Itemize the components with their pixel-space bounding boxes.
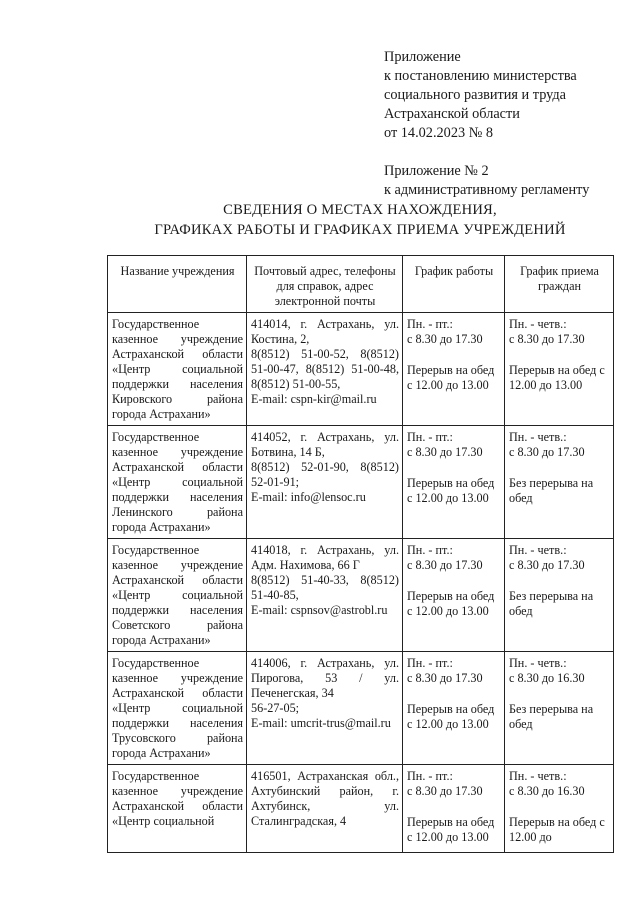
reception-schedule (505, 765, 614, 853)
phone-numbers: 8(8512) 51-00-52, 8(8512) 51-00-47, 8(8512) 51-00-48, 8(8512) 51-00-55, (251, 347, 399, 391)
reception-hours: с 8.30 до 17.30 (509, 332, 585, 346)
reception-schedule (505, 313, 614, 426)
work-break: Перерыв на обед с 12.00 до 13.00 (407, 363, 495, 392)
appendix-2-label: Приложение № 2 (384, 163, 489, 179)
table-row (108, 426, 614, 539)
work-days: Пн. - пт.: (407, 656, 453, 670)
table-row (108, 539, 614, 652)
work-days: Пн. - пт.: (407, 543, 453, 557)
work-break: Перерыв на обед с 12.00 до 13.00 (407, 702, 495, 731)
table-row (108, 313, 614, 426)
institution-contacts (247, 765, 403, 853)
postal-address: 414052, г. Астрахань, ул. Ботвина, 14 Б, (251, 430, 399, 459)
reception-schedule (505, 539, 614, 652)
reception-break: Перерыв на обед с 12.00 до 13.00 (509, 363, 605, 392)
reception-break: Перерыв на обед с 12.00 до (509, 815, 605, 844)
email-address: E-mail: cspnsov@astrobl.ru (251, 603, 388, 617)
institutions-table (107, 255, 614, 853)
postal-address: 416501, Астраханская обл., Ахтубинский район, г. Ахтубинск, ул. Сталинградская, 4 (251, 769, 399, 828)
work-break: Перерыв на обед с 12.00 до 13.00 (407, 589, 495, 618)
document-title (0, 200, 640, 240)
reception-days: Пн. - четв.: (509, 430, 567, 444)
header-reception-schedule: График приема граждан (505, 256, 614, 313)
work-schedule (403, 652, 505, 765)
phone-numbers: 8(8512) 52-01-90, 8(8512) 52-01-91; (251, 460, 399, 489)
reception-hours: с 8.30 до 16.30 (509, 784, 585, 798)
reception-break: Без перерыва на обед (509, 589, 594, 618)
reception-schedule (505, 426, 614, 539)
title-line-1: СВЕДЕНИЯ О МЕСТАХ НАХОЖДЕНИЯ, (223, 202, 497, 218)
header-name: Название учреждения (108, 256, 247, 313)
work-hours: с 8.30 до 17.30 (407, 558, 483, 572)
postal-address: 414006, г. Астрахань, ул. Пирогова, 53 / ул. Печенегская, 34 (251, 656, 399, 700)
work-schedule (403, 313, 505, 426)
appendix-ministry: социального развития и труда (384, 87, 567, 103)
appendix-date-number: от 14.02.2023 № 8 (384, 125, 494, 141)
work-schedule (403, 765, 505, 853)
work-days: Пн. - пт.: (407, 769, 453, 783)
reception-days: Пн. - четв.: (509, 769, 567, 783)
appendix-reference: к постановлению министерства (384, 68, 577, 84)
reception-days: Пн. - четв.: (509, 656, 567, 670)
table-row (108, 765, 614, 853)
work-break: Перерыв на обед с 12.00 до 13.00 (407, 476, 495, 505)
institution-name: Государственное казенное учреждение Астраханской области «Центр социальной поддержки населения Трусовского района города Астрахани» (108, 652, 247, 765)
email-address: E-mail: info@lensoc.ru (251, 490, 366, 504)
table-header-row (108, 256, 614, 313)
institution-contacts (247, 426, 403, 539)
title-line-2: ГРАФИКАХ РАБОТЫ И ГРАФИКАХ ПРИЕМА УЧРЕЖДЕНИЙ (154, 222, 566, 238)
institution-name: Государственное казенное учреждение Астраханской области «Центр социальной поддержки населения Кировского района города Астрахани» (108, 313, 247, 426)
institution-name: Государственное казенное учреждение Астраханской области «Центр социальной (108, 765, 247, 853)
institution-name: Государственное казенное учреждение Астраханской области «Центр социальной поддержки населения Советского района города Астрахани» (108, 539, 247, 652)
work-days: Пн. - пт.: (407, 430, 453, 444)
appendix-region: Астраханской области (384, 106, 520, 122)
work-schedule (403, 426, 505, 539)
phone-numbers: 8(8512) 51-40-33, 8(8512) 51-40-85, (251, 573, 399, 602)
table-row (108, 652, 614, 765)
reception-hours: с 8.30 до 17.30 (509, 445, 585, 459)
institution-contacts (247, 539, 403, 652)
reception-break: Без перерыва на обед (509, 702, 594, 731)
reception-hours: с 8.30 до 16.30 (509, 671, 585, 685)
header-address: Почтовый адрес, телефоны для справок, адрес электронной почты (247, 256, 403, 313)
header-work-schedule: График работы (403, 256, 505, 313)
reception-days: Пн. - четв.: (509, 317, 567, 331)
work-schedule (403, 539, 505, 652)
phone-numbers: 56-27-05; (251, 701, 300, 715)
work-hours: с 8.30 до 17.30 (407, 784, 483, 798)
appendix-header (384, 48, 634, 200)
work-hours: с 8.30 до 17.30 (407, 671, 483, 685)
email-address: E-mail: umcrit-trus@mail.ru (251, 716, 391, 730)
institution-name: Государственное казенное учреждение Астраханской области «Центр социальной поддержки населения Ленинского района города Астрахани» (108, 426, 247, 539)
institution-contacts (247, 313, 403, 426)
reception-days: Пн. - четв.: (509, 543, 567, 557)
work-break: Перерыв на обед с 12.00 до 13.00 (407, 815, 495, 844)
work-hours: с 8.30 до 17.30 (407, 332, 483, 346)
appendix-label: Приложение (384, 49, 461, 65)
email-address: E-mail: cspn-kir@mail.ru (251, 392, 377, 406)
work-hours: с 8.30 до 17.30 (407, 445, 483, 459)
appendix-2-reference: к административному регламенту (384, 182, 590, 198)
postal-address: 414018, г. Астрахань, ул. Адм. Нахимова, 66 Г (251, 543, 399, 572)
postal-address: 414014, г. Астрахань, ул. Костина, 2, (251, 317, 399, 346)
work-days: Пн. - пт.: (407, 317, 453, 331)
institution-contacts (247, 652, 403, 765)
reception-schedule (505, 652, 614, 765)
reception-break: Без перерыва на обед (509, 476, 594, 505)
reception-hours: с 8.30 до 17.30 (509, 558, 585, 572)
